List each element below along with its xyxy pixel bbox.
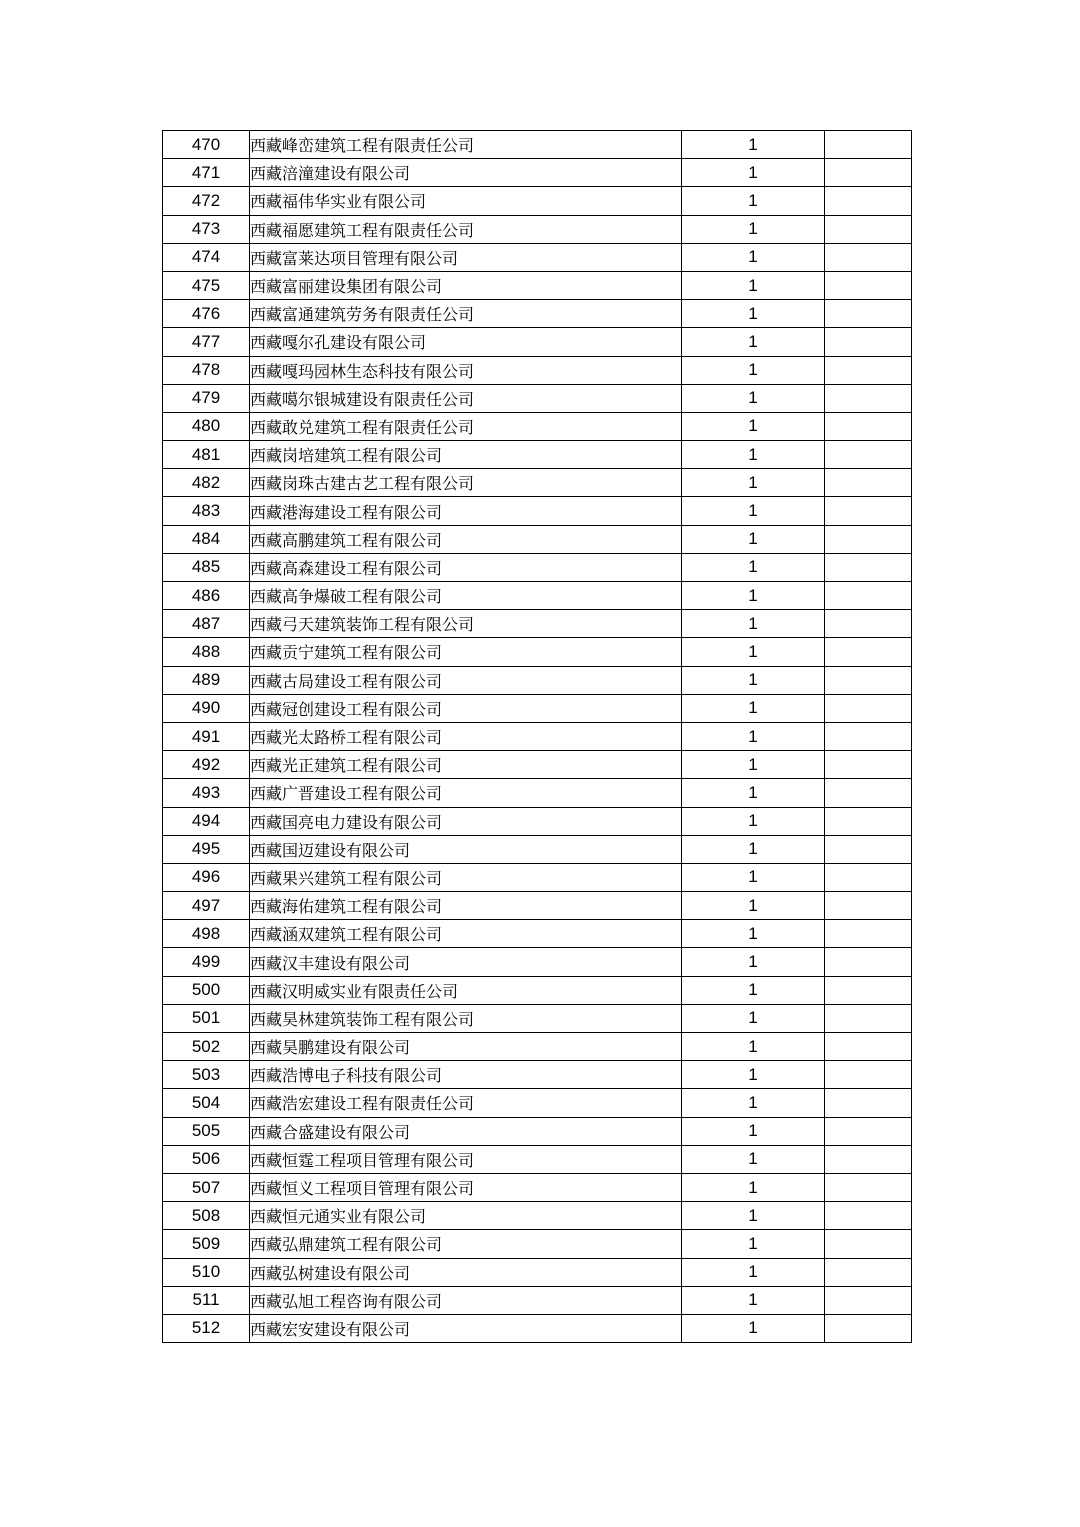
quantity-cell: 1 (682, 1033, 825, 1061)
table-row (163, 187, 912, 215)
row-number-cell: 503 (163, 1061, 250, 1089)
table-row (163, 1173, 912, 1201)
table-row (163, 582, 912, 610)
company-name-cell: 西藏恒霆工程项目管理有限公司 (250, 1145, 682, 1173)
row-number-cell: 508 (163, 1202, 250, 1230)
remarks-cell (825, 356, 912, 384)
quantity-cell: 1 (682, 779, 825, 807)
company-name-cell: 西藏光太路桥工程有限公司 (250, 722, 682, 750)
table-row (163, 328, 912, 356)
table-row (163, 863, 912, 891)
remarks-cell (825, 976, 912, 1004)
company-name-cell: 西藏弘树建设有限公司 (250, 1258, 682, 1286)
company-name-cell: 西藏岗培建筑工程有限公司 (250, 441, 682, 469)
table-row (163, 469, 912, 497)
quantity-cell: 1 (682, 215, 825, 243)
table-row (163, 920, 912, 948)
table-row (163, 1230, 912, 1258)
remarks-cell (825, 1117, 912, 1145)
quantity-cell: 1 (682, 835, 825, 863)
company-name-cell: 西藏富通建筑劳务有限责任公司 (250, 300, 682, 328)
remarks-cell (825, 582, 912, 610)
quantity-cell: 1 (682, 1117, 825, 1145)
table-row (163, 356, 912, 384)
company-name-cell: 西藏合盛建设有限公司 (250, 1117, 682, 1145)
remarks-cell (825, 835, 912, 863)
row-number-cell: 497 (163, 892, 250, 920)
row-number-cell: 482 (163, 469, 250, 497)
remarks-cell (825, 863, 912, 891)
company-name-cell: 西藏弘旭工程咨询有限公司 (250, 1286, 682, 1314)
row-number-cell: 474 (163, 243, 250, 271)
remarks-cell (825, 1089, 912, 1117)
table-row (163, 1286, 912, 1314)
table-row (163, 779, 912, 807)
quantity-cell: 1 (682, 553, 825, 581)
quantity-cell: 1 (682, 300, 825, 328)
row-number-cell: 509 (163, 1230, 250, 1258)
remarks-cell (825, 497, 912, 525)
remarks-cell (825, 920, 912, 948)
remarks-cell (825, 469, 912, 497)
company-name-cell: 西藏浩宏建设工程有限责任公司 (250, 1089, 682, 1117)
quantity-cell: 1 (682, 384, 825, 412)
row-number-cell: 494 (163, 807, 250, 835)
table-row (163, 159, 912, 187)
row-number-cell: 485 (163, 553, 250, 581)
row-number-cell: 475 (163, 271, 250, 299)
row-number-cell: 479 (163, 384, 250, 412)
table-row (163, 1258, 912, 1286)
table-row (163, 300, 912, 328)
table-row (163, 666, 912, 694)
company-name-cell: 西藏富莱达项目管理有限公司 (250, 243, 682, 271)
table-row (163, 1033, 912, 1061)
row-number-cell: 501 (163, 1004, 250, 1032)
table-row (163, 243, 912, 271)
table-row (163, 807, 912, 835)
row-number-cell: 478 (163, 356, 250, 384)
quantity-cell: 1 (682, 1230, 825, 1258)
row-number-cell: 502 (163, 1033, 250, 1061)
company-name-cell: 西藏高争爆破工程有限公司 (250, 582, 682, 610)
row-number-cell: 484 (163, 525, 250, 553)
row-number-cell: 498 (163, 920, 250, 948)
quantity-cell: 1 (682, 582, 825, 610)
remarks-cell (825, 215, 912, 243)
quantity-cell: 1 (682, 441, 825, 469)
remarks-cell (825, 892, 912, 920)
remarks-cell (825, 412, 912, 440)
table-row (163, 638, 912, 666)
remarks-cell (825, 807, 912, 835)
row-number-cell: 472 (163, 187, 250, 215)
row-number-cell: 486 (163, 582, 250, 610)
remarks-cell (825, 1230, 912, 1258)
remarks-cell (825, 187, 912, 215)
table-row (163, 1202, 912, 1230)
table-row (163, 1314, 912, 1342)
quantity-cell: 1 (682, 976, 825, 1004)
quantity-cell: 1 (682, 159, 825, 187)
remarks-cell (825, 610, 912, 638)
company-name-cell: 西藏广晋建设工程有限公司 (250, 779, 682, 807)
company-name-cell: 西藏岗珠古建古艺工程有限公司 (250, 469, 682, 497)
row-number-cell: 500 (163, 976, 250, 1004)
quantity-cell: 1 (682, 243, 825, 271)
table-row (163, 1089, 912, 1117)
company-name-cell: 西藏港海建设工程有限公司 (250, 497, 682, 525)
quantity-cell: 1 (682, 666, 825, 694)
quantity-cell: 1 (682, 948, 825, 976)
remarks-cell (825, 948, 912, 976)
quantity-cell: 1 (682, 1004, 825, 1032)
company-name-cell: 西藏昊鹏建设有限公司 (250, 1033, 682, 1061)
remarks-cell (825, 384, 912, 412)
row-number-cell: 471 (163, 159, 250, 187)
company-name-cell: 西藏峰峦建筑工程有限责任公司 (250, 131, 682, 159)
table-row (163, 553, 912, 581)
row-number-cell: 491 (163, 722, 250, 750)
row-number-cell: 512 (163, 1314, 250, 1342)
quantity-cell: 1 (682, 1089, 825, 1117)
table-row (163, 131, 912, 159)
quantity-cell: 1 (682, 1314, 825, 1342)
remarks-cell (825, 1258, 912, 1286)
company-name-cell: 西藏噶尔银城建设有限责任公司 (250, 384, 682, 412)
table-row (163, 835, 912, 863)
quantity-cell: 1 (682, 1258, 825, 1286)
quantity-cell: 1 (682, 863, 825, 891)
table-row (163, 384, 912, 412)
quantity-cell: 1 (682, 356, 825, 384)
table-row (163, 1004, 912, 1032)
quantity-cell: 1 (682, 722, 825, 750)
company-name-cell: 西藏国亮电力建设有限公司 (250, 807, 682, 835)
quantity-cell: 1 (682, 1145, 825, 1173)
table-row (163, 441, 912, 469)
row-number-cell: 488 (163, 638, 250, 666)
row-number-cell: 477 (163, 328, 250, 356)
company-name-cell: 西藏果兴建筑工程有限公司 (250, 863, 682, 891)
remarks-cell (825, 525, 912, 553)
table-row (163, 610, 912, 638)
company-name-cell: 西藏恒义工程项目管理有限公司 (250, 1173, 682, 1201)
row-number-cell: 480 (163, 412, 250, 440)
table-row (163, 751, 912, 779)
company-name-cell: 西藏昊林建筑装饰工程有限公司 (250, 1004, 682, 1032)
company-name-cell: 西藏嘎玛园林生态科技有限公司 (250, 356, 682, 384)
table-row (163, 722, 912, 750)
table-row (163, 892, 912, 920)
remarks-cell (825, 638, 912, 666)
company-name-cell: 西藏涪潼建设有限公司 (250, 159, 682, 187)
row-number-cell: 504 (163, 1089, 250, 1117)
table-row (163, 1145, 912, 1173)
company-name-cell: 西藏涵双建筑工程有限公司 (250, 920, 682, 948)
table-row (163, 412, 912, 440)
company-name-cell: 西藏国迈建设有限公司 (250, 835, 682, 863)
row-number-cell: 490 (163, 694, 250, 722)
row-number-cell: 487 (163, 610, 250, 638)
quantity-cell: 1 (682, 497, 825, 525)
remarks-cell (825, 1061, 912, 1089)
row-number-cell: 505 (163, 1117, 250, 1145)
quantity-cell: 1 (682, 751, 825, 779)
company-name-cell: 西藏贡宁建筑工程有限公司 (250, 638, 682, 666)
quantity-cell: 1 (682, 271, 825, 299)
remarks-cell (825, 1202, 912, 1230)
quantity-cell: 1 (682, 131, 825, 159)
table-row (163, 1117, 912, 1145)
company-name-cell: 西藏高鹏建筑工程有限公司 (250, 525, 682, 553)
remarks-cell (825, 1145, 912, 1173)
quantity-cell: 1 (682, 525, 825, 553)
company-name-cell: 西藏冠创建设工程有限公司 (250, 694, 682, 722)
table-row (163, 1061, 912, 1089)
company-name-cell: 西藏恒元通实业有限公司 (250, 1202, 682, 1230)
row-number-cell: 470 (163, 131, 250, 159)
remarks-cell (825, 300, 912, 328)
quantity-cell: 1 (682, 1202, 825, 1230)
remarks-cell (825, 694, 912, 722)
remarks-cell (825, 666, 912, 694)
row-number-cell: 506 (163, 1145, 250, 1173)
quantity-cell: 1 (682, 694, 825, 722)
quantity-cell: 1 (682, 187, 825, 215)
row-number-cell: 495 (163, 835, 250, 863)
row-number-cell: 476 (163, 300, 250, 328)
quantity-cell: 1 (682, 892, 825, 920)
remarks-cell (825, 751, 912, 779)
remarks-cell (825, 441, 912, 469)
company-name-cell: 西藏光正建筑工程有限公司 (250, 751, 682, 779)
quantity-cell: 1 (682, 1061, 825, 1089)
row-number-cell: 496 (163, 863, 250, 891)
remarks-cell (825, 1033, 912, 1061)
row-number-cell: 493 (163, 779, 250, 807)
company-name-cell: 西藏福伟华实业有限公司 (250, 187, 682, 215)
table-row (163, 694, 912, 722)
row-number-cell: 483 (163, 497, 250, 525)
company-name-cell: 西藏汉丰建设有限公司 (250, 948, 682, 976)
remarks-cell (825, 1004, 912, 1032)
quantity-cell: 1 (682, 610, 825, 638)
row-number-cell: 511 (163, 1286, 250, 1314)
company-list-body (163, 131, 912, 1343)
company-list-table (162, 130, 912, 1343)
row-number-cell: 481 (163, 441, 250, 469)
company-name-cell: 西藏敢兑建筑工程有限责任公司 (250, 412, 682, 440)
row-number-cell: 510 (163, 1258, 250, 1286)
remarks-cell (825, 243, 912, 271)
company-name-cell: 西藏汉明威实业有限责任公司 (250, 976, 682, 1004)
company-name-cell: 西藏富丽建设集团有限公司 (250, 271, 682, 299)
table-row (163, 215, 912, 243)
remarks-cell (825, 159, 912, 187)
remarks-cell (825, 722, 912, 750)
quantity-cell: 1 (682, 1173, 825, 1201)
remarks-cell (825, 1286, 912, 1314)
table-row (163, 271, 912, 299)
quantity-cell: 1 (682, 328, 825, 356)
table-row (163, 976, 912, 1004)
table-row (163, 948, 912, 976)
row-number-cell: 473 (163, 215, 250, 243)
remarks-cell (825, 1314, 912, 1342)
quantity-cell: 1 (682, 469, 825, 497)
quantity-cell: 1 (682, 807, 825, 835)
quantity-cell: 1 (682, 638, 825, 666)
company-name-cell: 西藏浩博电子科技有限公司 (250, 1061, 682, 1089)
remarks-cell (825, 779, 912, 807)
row-number-cell: 492 (163, 751, 250, 779)
company-name-cell: 西藏嘎尔孔建设有限公司 (250, 328, 682, 356)
company-name-cell: 西藏弓天建筑装饰工程有限公司 (250, 610, 682, 638)
company-name-cell: 西藏弘鼎建筑工程有限公司 (250, 1230, 682, 1258)
quantity-cell: 1 (682, 920, 825, 948)
remarks-cell (825, 553, 912, 581)
remarks-cell (825, 328, 912, 356)
row-number-cell: 507 (163, 1173, 250, 1201)
table-row (163, 497, 912, 525)
row-number-cell: 499 (163, 948, 250, 976)
remarks-cell (825, 131, 912, 159)
quantity-cell: 1 (682, 412, 825, 440)
company-name-cell: 西藏古局建设工程有限公司 (250, 666, 682, 694)
company-name-cell: 西藏福愿建筑工程有限责任公司 (250, 215, 682, 243)
table-row (163, 525, 912, 553)
quantity-cell: 1 (682, 1286, 825, 1314)
company-name-cell: 西藏高森建设工程有限公司 (250, 553, 682, 581)
remarks-cell (825, 271, 912, 299)
row-number-cell: 489 (163, 666, 250, 694)
company-name-cell: 西藏宏安建设有限公司 (250, 1314, 682, 1342)
company-name-cell: 西藏海佑建筑工程有限公司 (250, 892, 682, 920)
remarks-cell (825, 1173, 912, 1201)
